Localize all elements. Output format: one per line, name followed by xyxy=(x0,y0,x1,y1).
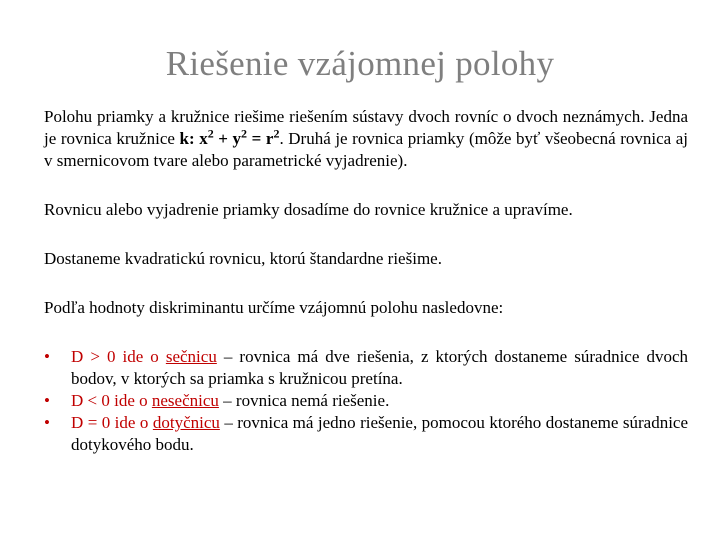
bullet-icon: • xyxy=(44,413,50,432)
intro-paragraph xyxy=(44,106,688,172)
case-term: nesečnicu xyxy=(151,391,219,410)
eq-plus: + y xyxy=(213,129,242,148)
substitution-paragraph: Rovnicu alebo vyjadrenie priamky dosadíme do rovnice kružnice a upravíme. xyxy=(44,200,573,219)
intro-text-1: Polohu priamky a kružnice riešime riešením sústavy dvoch rovníc o dvoch neznámych. Jedna je rovnica kružnice xyxy=(44,107,688,148)
case-term: dotyčnicu xyxy=(152,413,220,432)
eq-exp-2: 2 xyxy=(241,126,248,141)
eq-k: k: x xyxy=(179,129,208,148)
slide-title: Riešenie vzájomnej polohy xyxy=(165,44,555,83)
discriminant-paragraph: Podľa hodnoty diskriminantu určíme vzájomnú polohu nasledovne: xyxy=(44,298,504,317)
discriminant-cases-list xyxy=(44,346,688,456)
case-term: sečnicu xyxy=(165,347,217,366)
bullet-icon: • xyxy=(44,347,50,366)
circle-equation xyxy=(179,126,280,148)
case-condition: D = 0 ide o xyxy=(71,413,153,432)
case-description: – rovnica má dve riešenia, z ktorých dostaneme súradnice dvoch bodov, v ktorých sa priamka s kružnicou pretína. xyxy=(71,347,688,388)
quadratic-paragraph: Dostaneme kvadratickú rovnicu, ktorú štandardne riešime. xyxy=(44,249,442,268)
bullet-icon: • xyxy=(44,391,50,410)
list-item xyxy=(44,390,688,412)
eq-exp-1: 2 xyxy=(207,126,214,141)
case-description: – rovnica nemá riešenie. xyxy=(218,391,390,410)
intro-text-2: . Druhá je rovnica priamky (môže byť všeobecná rovnica aj v smernicovom tvare alebo parametrické vyjadrenie). xyxy=(44,129,689,170)
slide-content xyxy=(44,106,688,456)
list-item xyxy=(44,412,688,456)
list-item xyxy=(44,346,688,390)
case-condition: D > 0 ide o xyxy=(71,347,166,366)
eq-equals: = r xyxy=(247,129,274,148)
case-condition: D < 0 ide o xyxy=(71,391,152,410)
case-description: – rovnica má jedno riešenie, pomocou ktorého dostaneme súradnice dotykového bodu. xyxy=(71,413,689,454)
eq-exp-3: 2 xyxy=(273,126,280,141)
